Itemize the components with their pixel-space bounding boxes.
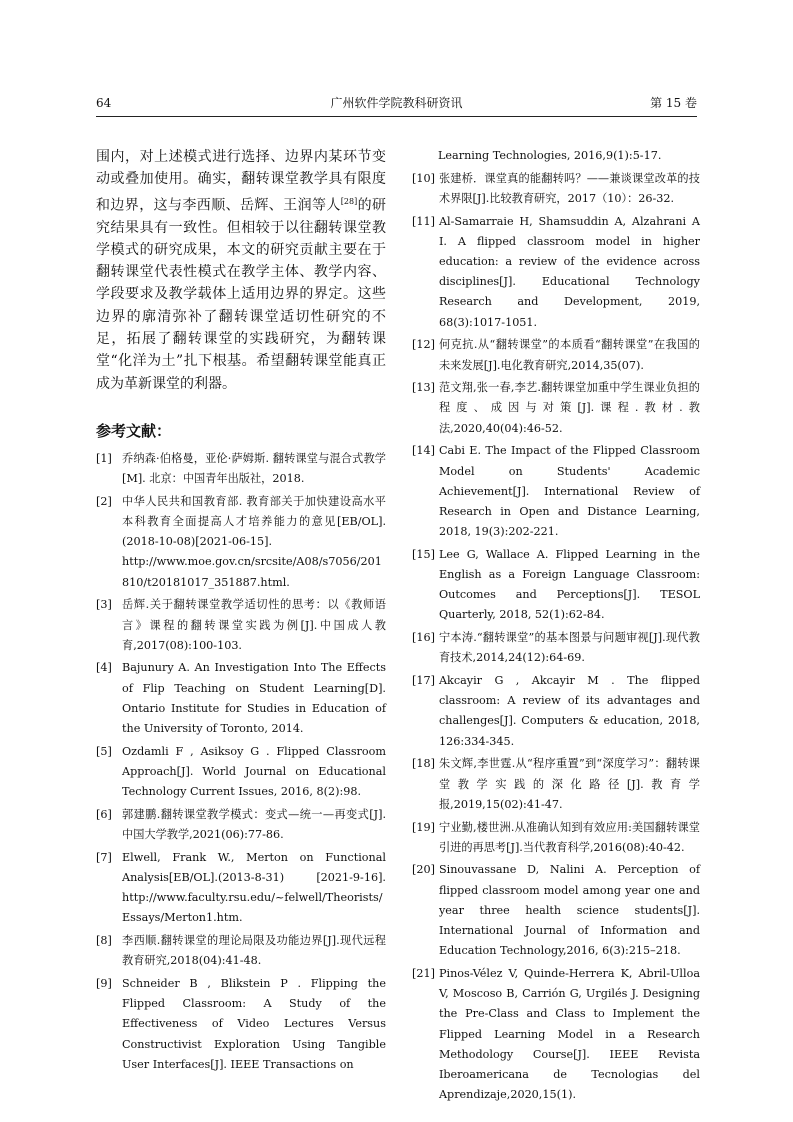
- reference-item: [412, 212, 700, 333]
- reference-item: [96, 658, 386, 739]
- right-column: [412, 146, 700, 1108]
- reference-text: 岳辉.关于翻转课堂教学适切性的思考：以《教师语言》课程的翻转课堂实践为例[J].中国成人教育,2017(08):100-103.: [122, 598, 386, 652]
- citation-superscript: [28]: [340, 196, 358, 206]
- reference-continuation-text: Learning Technologies, 2016,9(1):5-17.: [438, 149, 662, 162]
- reference-item: [96, 931, 386, 971]
- reference-item: [412, 378, 700, 439]
- reference-number: [9]: [96, 977, 112, 990]
- reference-item: [96, 805, 386, 845]
- reference-text: 宁业勤,楼世洲.从准确认知到有效应用:美国翻转课堂引进的再思考[J].当代教育科学,2016(08):40-42.: [438, 820, 700, 854]
- reference-item: [412, 754, 700, 815]
- reference-text: Cabi E. The Impact of the Flipped Classroom Model on Students' Academic Achievement[J]. International Review of Research in Open and Distance Learning, 2018, 19(3):202-221.: [438, 444, 700, 539]
- reference-text: 张建桥．课堂真的能翻转吗？——兼谈课堂改革的技术界限[J].比较教育研究，2017（10）：26-32.: [438, 171, 700, 205]
- reference-item: [96, 848, 386, 929]
- references-heading: 参考文献：: [96, 421, 172, 440]
- left-column: [96, 146, 386, 1078]
- reference-item: [412, 818, 700, 858]
- reference-text: 何克抗.从“翻转课堂”的本质看“翻转课堂”在我国的未来发展[J].电化教育研究,2014,35(07).: [438, 338, 700, 372]
- page-number: 64: [96, 96, 112, 110]
- reference-item: [96, 742, 386, 803]
- reference-item: [412, 964, 700, 1105]
- reference-text: Schneider B , Blikstein P . Flipping the Flipped Classroom: A Study of the Effectiveness of Video Lectures Versus Constructivist Exploration Using Tangible User Interfaces[J]. IEEE Transactions on: [122, 977, 386, 1071]
- reference-item: [412, 545, 700, 626]
- reference-number: [21]: [412, 966, 435, 980]
- body-paragraph: [96, 146, 386, 395]
- reference-number: [8]: [96, 934, 112, 948]
- reference-item: [412, 628, 700, 668]
- running-header: [96, 92, 697, 114]
- reference-number: [3]: [96, 598, 112, 612]
- reference-item: [412, 335, 700, 375]
- reference-number: [6]: [96, 807, 112, 821]
- journal-title: 广州软件学院教科研资讯: [330, 96, 463, 110]
- reference-number: [2]: [96, 494, 112, 508]
- reference-number: [20]: [412, 863, 435, 877]
- reference-text: 郭建鹏.翻转课堂教学模式：变式—统一—再变式[J].中国大学教学,2021(06):77-86.: [122, 807, 386, 842]
- paragraph-text-part1: 围内，对上述模式进行选择、边界内某环节变动或叠加使用。确实，翻转课堂教学具有限度和边界，这与李西顺、岳辉、王润等人: [96, 149, 386, 214]
- reference-continuation: [412, 146, 700, 166]
- reference-number: [11]: [412, 214, 435, 228]
- reference-number: [12]: [412, 338, 435, 352]
- reference-item: [412, 860, 700, 961]
- reference-text: Pinos-Vélez V, Quinde-Herrera K, Abril-Ulloa V, Moscoso B, Carrión G, Urgilés J. Designing the Pre-Class and Class to Implement the Flipped Learning Model in a Research Methodology Course[J]. IEEE Revista Iberoamericana de Tecnologias del Aprendizaje,2020,15(1).: [438, 966, 700, 1102]
- reference-item: [412, 671, 700, 752]
- reference-item: [412, 441, 700, 542]
- reference-item: [412, 169, 700, 209]
- reference-text: 范文翔,张一春,李艺.翻转课堂加重中学生课业负担的程度、成因与对策[J].课程.教材.教法,2020,40(04):46-52.: [438, 381, 700, 435]
- reference-number: [4]: [96, 661, 112, 675]
- volume-label: 第 15 卷: [650, 96, 697, 110]
- reference-text: Elwell, Frank W., Merton on Functional Analysis[EB/OL].(2013-8-31) [2021-9-16]. http://www.faculty.rsu.edu/~felwell/Theorists/Essays/Merton1.htm.: [122, 850, 386, 925]
- reference-text: Sinouvassane D, Nalini A. Perception of flipped classroom model among year one and year three health science students[J]. International Journal of Information and Education Technology,2016, 6(3):215–218.: [438, 863, 700, 958]
- reference-number: [7]: [96, 850, 112, 864]
- reference-text: 中华人民共和国教育部. 教育部关于加快建设高水平本科教育全面提高人才培养能力的意见[EB/OL]. (2018-10-08)[2021-06-15]. http://www.moe.gov.cn/srcsite/A08/s7056/201810/t20181017_351887.html.: [122, 494, 386, 589]
- reference-number: [10]: [412, 171, 435, 185]
- reference-text: 朱文辉,李世霆.从“程序重置”到“深度学习”：翻转课堂教学实践的深化路径[J].教育学报,2019,15(02):41-47.: [438, 757, 700, 811]
- reference-text: 乔纳森·伯格曼，亚伦·萨姆斯. 翻转课堂与混合式教学[M]. 北京：中国青年出版社，2018.: [122, 451, 386, 486]
- reference-item: [96, 492, 386, 593]
- reference-text: Akcayir G , Akcayir M . The flipped classroom: A review of its advantages and challenges[J]. Computers & education, 2018, 126:334-345.: [438, 674, 700, 748]
- reference-list-right: [412, 146, 700, 1105]
- header-divider: [96, 116, 697, 117]
- reference-text: Ozdamli F , Asiksoy G . Flipped Classroom Approach[J]. World Journal on Educational Technology Current Issues, 2016, 8(2):98.: [122, 744, 386, 799]
- reference-list-left: [96, 449, 386, 1075]
- reference-number: [14]: [412, 444, 435, 458]
- reference-number: [1]: [96, 451, 112, 465]
- reference-number: [17]: [412, 674, 435, 688]
- reference-text: 李西顺.翻转课堂的理论局限及功能边界[J].现代远程教育研究,2018(04):41-48.: [122, 934, 386, 968]
- reference-item: [96, 974, 386, 1075]
- reference-text: Al-Samarraie H, Shamsuddin A, Alzahrani A I. A flipped classroom model in higher education: a review of the evidence across disciplines[J]. Educational Technology Research and Development, 2019, 68(3):1017-1051.: [438, 214, 700, 329]
- reference-item: [96, 449, 386, 489]
- reference-number: [19]: [412, 820, 435, 834]
- reference-text: Bajunury A. An Investigation Into The Effects of Flip Teaching on Student Learning[D]. Ontario Institute for Studies in Education of the University of Toronto, 2014.: [122, 661, 386, 736]
- reference-number: [15]: [412, 547, 435, 561]
- reference-number: [13]: [412, 381, 435, 395]
- paragraph-text-part2: 的研究结果具有一致性。但相较于以往翻转课堂教学模式的研究成果，本文的研究贡献主要在于翻转课堂代表性模式在教学主体、教学内容、学段要求及教学载体上适用边界的界定。这些边界的廓清弥补了翻转课堂适切性研究的不足，拓展了翻转课堂的实践研究，为翻转课堂“化洋为土”扎下根基。希望翻转课堂能真正成为革新课堂的利器。: [96, 197, 387, 392]
- reference-text: 宁本涛.“翻转课堂”的基本图景与问题审视[J].现代教育技术,2014,24(12):64-69.: [438, 631, 700, 665]
- reference-text: Lee G, Wallace A. Flipped Learning in the English as a Foreign Language Classroom: Outcomes and Perceptions[J]. TESOL Quarterly, 2018, 52(1):62-84.: [438, 547, 700, 622]
- reference-item: [96, 595, 386, 656]
- reference-number: [18]: [412, 757, 435, 771]
- reference-number: [5]: [96, 744, 112, 758]
- reference-number: [16]: [412, 631, 435, 645]
